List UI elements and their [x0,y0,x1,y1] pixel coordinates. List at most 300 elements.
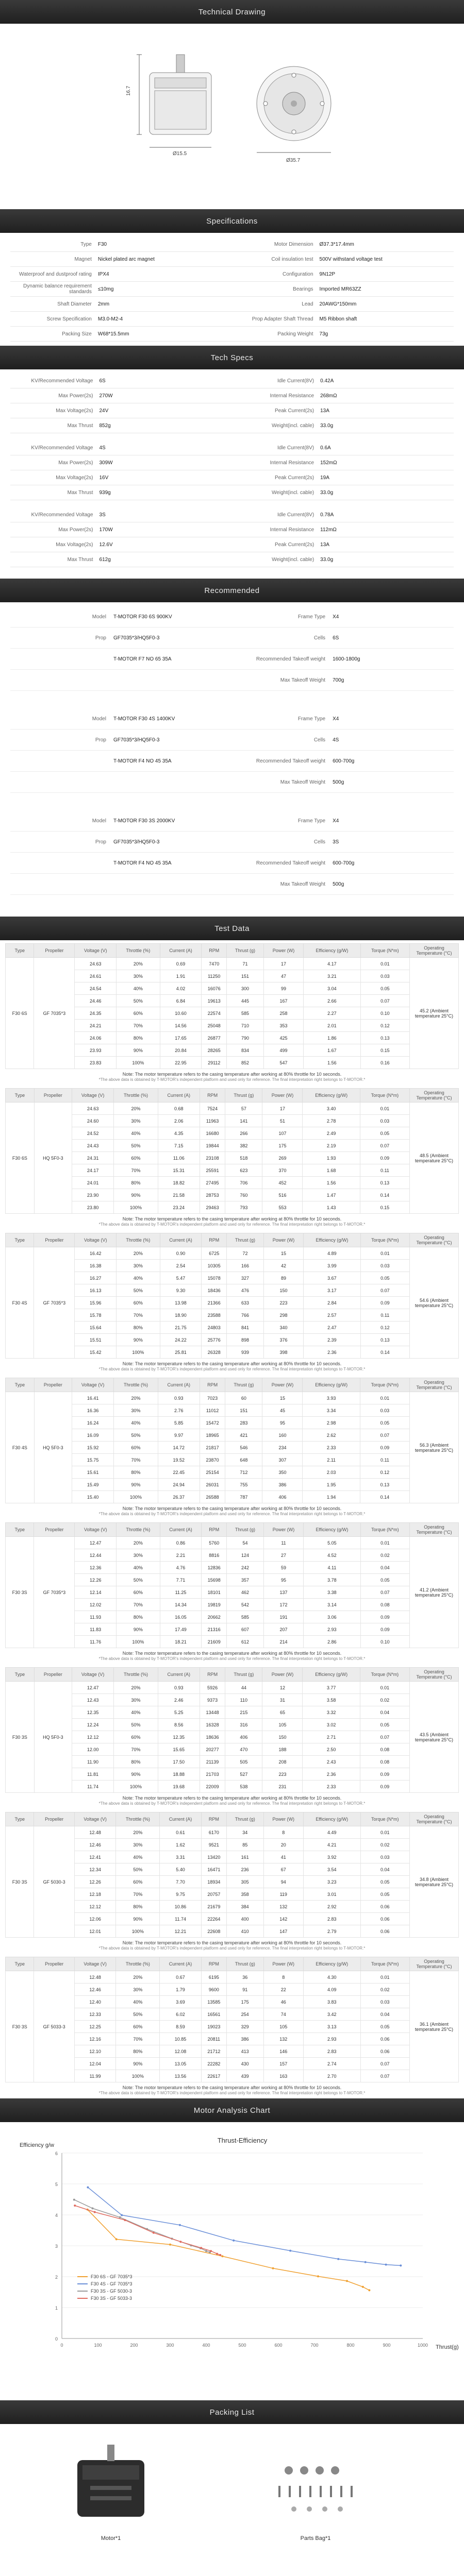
test-data-header-cell: Torque (N*m) [360,1233,409,1247]
tech-spec-label: Idle Current(8V) [233,374,317,388]
test-data-cell: 19844 [200,1140,225,1152]
tech-spec-label: Internal Resistance [233,388,317,403]
test-data-header-cell: Torque (N*m) [360,1957,409,1971]
test-data-cell: 0.04 [360,2008,409,2021]
recommended-value: 500g [333,881,344,887]
tech-spec-value: 12.6V [96,537,233,552]
test-data-cell: 99 [263,982,303,995]
test-data-cell: 22 [263,1984,303,1996]
test-data-header-cell: Type [6,1378,35,1392]
test-data-cell: 2.06 [158,1115,200,1127]
test-data-cell: 1.94 [303,1491,360,1503]
test-data-cell: 1.91 [160,970,202,982]
test-temperature: 48.5 (Ambient temperature 25°C) [410,1103,459,1214]
test-data-cell: 25.81 [160,1346,202,1359]
test-data-cell: 0.08 [360,1743,409,1756]
test-data-cell: 710 [227,1020,264,1032]
test-data-cell: 15.92 [72,1442,113,1454]
test-data-cell: 90% [117,1334,160,1346]
test-data-cell: 7524 [200,1103,225,1115]
tech-spec-label: Internal Resistance [233,455,317,470]
spec-value: Nickel plated arc magnet [95,252,232,267]
tech-spec-label: Max Thrust [10,552,96,567]
test-data-row [6,1756,459,1768]
test-data-cell: 0.07 [360,2070,409,2082]
test-data-table [5,1957,459,2082]
test-data-cell: 633 [227,1297,264,1309]
chart-point [233,2240,235,2242]
test-data-cell: 23.80 [72,1201,113,1214]
tech-specs-section [0,369,464,579]
test-data-cell: 0.13 [360,1032,409,1044]
test-data-cell: 26328 [202,1346,227,1359]
tech-spec-label: Max Thrust [10,418,96,433]
test-data-header-cell: Torque (N*m) [360,1089,409,1103]
test-data-cell: 13.56 [160,2070,202,2082]
test-data-cell: 20% [116,1826,160,1839]
test-data-cell: 223 [263,1297,303,1309]
tech-spec-row [10,470,454,485]
test-data-cell: 80% [114,1177,158,1189]
test-data-cell: 124 [227,1549,264,1562]
test-data-cell: 8816 [202,1549,227,1562]
tech-spec-value: 24V [96,403,233,418]
test-data-row [6,1189,459,1201]
test-data-cell: 80% [114,1466,158,1479]
test-data-cell: 538 [225,1781,262,1793]
test-data-cell: 13.98 [160,1297,202,1309]
tech-spec-value: 268mΩ [317,388,454,403]
recommended-label: Max Takeoff Weight [280,881,326,887]
test-data-cell: 11.06 [158,1152,200,1164]
test-data-cell: 2.62 [303,1429,360,1442]
test-data-cell: 234 [262,1442,303,1454]
test-data-cell: 1.62 [160,1839,202,1851]
test-data-cell: 15 [263,1247,303,1260]
test-data-cell: 1.47 [303,1189,360,1201]
test-data-cell: 25776 [202,1334,227,1346]
test-data-cell: 760 [225,1189,262,1201]
test-data-header-cell: Thrust (g) [225,1089,262,1103]
test-data-cell: 34 [226,1826,263,1839]
test-data-cell: 2.39 [304,1334,360,1346]
test-data-header-cell: Propeller [34,1668,72,1682]
test-data-cell: 12.47 [75,1537,117,1549]
test-data-cell: 72 [227,1247,264,1260]
test-data-header [6,1378,459,1392]
test-data-cell: 0.03 [360,1260,409,1272]
test-data-cell: 23.83 [75,1057,117,1069]
test-data-cell: 7470 [202,958,227,970]
chart-xtick: 800 [346,2343,355,2348]
test-data-cell: 16561 [201,2008,226,2021]
test-data-cell: 85 [226,1839,263,1851]
test-data-cell: 44 [225,1682,262,1694]
test-data-cell: 24.17 [72,1164,113,1177]
test-data-cell: 70% [116,1888,160,1901]
recommended-row [10,670,454,691]
test-data-cell: 30% [117,1260,160,1272]
chart-point [153,2232,155,2234]
test-data-cell: 0.05 [360,1272,409,1284]
tech-spec-row [10,522,454,537]
recommended-label: Model [92,716,106,722]
tech-spec-label: KV/Recommended Voltage [10,507,96,522]
test-data-cell: 150 [262,1731,303,1743]
spec-value: IPX4 [95,267,232,282]
test-data-cell: 22617 [201,2070,226,2082]
test-data-cell: 329 [226,2021,263,2033]
test-data-row [6,1392,459,1404]
chart-ytick: 5 [55,2182,58,2187]
test-data-header-cell: Operating Temperature (°C) [410,1233,459,1247]
test-propeller: GF 7035*3 [34,1537,75,1648]
test-data-cell: 15.78 [75,1309,117,1321]
spec-row [10,327,454,342]
test-data-row [6,1115,459,1127]
tech-spec-label: Max Thrust [10,485,96,500]
test-data-cell: 11.74 [72,1781,113,1793]
test-data-cell: 0.14 [360,1491,409,1503]
test-data-cell: 12.35 [158,1731,200,1743]
test-data-table [5,1812,459,1938]
test-data-cell: 208 [262,1756,303,1768]
recommended-label: Max Takeoff Weight [280,677,326,683]
test-data-cell: 157 [263,2058,303,2070]
test-data-cell: 172 [263,1599,303,1611]
test-data-header-cell: Current (A) [158,1668,200,1682]
test-data-cell: 0.06 [360,1925,409,1938]
chart-ylabel: Efficiency g/w [19,2142,54,2148]
test-data-cell: 15.40 [72,1491,113,1503]
test-data-row [6,1417,459,1429]
test-data-cell: 12.48 [74,1971,116,1984]
test-data-cell: 476 [227,1284,264,1297]
tech-spec-value: 19A [317,470,454,485]
recommended-label: Max Takeoff Weight [280,779,326,785]
test-data-cell: 382 [225,1140,262,1152]
test-data-cell: 2.74 [303,2058,360,2070]
tech-spec-row [10,418,454,433]
test-data-cell: 7.15 [158,1140,200,1152]
test-data-header-cell: Power (W) [263,1233,303,1247]
test-data-cell: 24.06 [75,1032,117,1044]
test-data-cell: 3.13 [303,2021,360,2033]
test-data-cell: 10.85 [160,2033,202,2045]
chart-ytick: 1 [55,2306,58,2311]
test-data-header-cell: Efficiency (g/W) [303,1668,360,1682]
test-data-cell: 12.40 [74,1996,116,2008]
test-data-cell: 1.86 [304,1032,360,1044]
test-data-cell: 19.52 [158,1454,200,1466]
test-data-cell: 24.54 [75,982,117,995]
test-disclaimer: *The above data is obtained by T-MOTOR's independent platform and used only for reference. The final interpretation right belongs to T-MOTOR.* [98,1077,366,1082]
spec-row [10,282,454,297]
test-data-cell: 0.02 [360,1839,409,1851]
chart-point [216,2253,218,2255]
test-data-header-cell: Voltage (V) [75,944,117,958]
test-data-header-cell: Current (A) [160,1523,202,1537]
test-data-cell: 21609 [202,1636,227,1648]
test-disclaimer: *The above data is obtained by T-MOTOR's independent platform and used only for reference. The final interpretation right belongs to T-MOTOR.* [98,1946,366,1951]
test-data-cell: 0.14 [360,1346,409,1359]
test-data-cell: 607 [227,1623,264,1636]
recommended-value: 600-700g [333,758,355,764]
spec-label: Dynamic balance requirement standards [10,282,95,297]
test-data-cell: 0.11 [360,1309,409,1321]
chart-ytick: 2 [55,2275,58,2280]
motor-top-view [257,66,331,163]
chart-point [94,2211,96,2213]
test-data-cell: 11.74 [160,1913,202,1925]
test-disclaimer: *The above data is obtained by T-MOTOR's independent platform and used only for reference. The final interpretation right belongs to T-MOTOR.* [98,1367,366,1371]
recommended-row [10,832,454,853]
test-data-cell: 4.17 [304,958,360,970]
recommended-row [10,772,454,793]
recommended-value: X4 [333,614,339,620]
test-data-cell: 0.01 [360,958,409,970]
test-data-cell: 20% [117,958,160,970]
test-data-cell: 7.70 [160,1876,202,1888]
tech-spec-row [10,388,454,403]
test-data-cell: 258 [263,1007,303,1020]
test-data-cell: 40% [117,982,160,995]
test-data-cell: 18636 [200,1731,225,1743]
test-data-cell: 3.40 [303,1103,360,1115]
test-data-cell: 24.22 [160,1334,202,1346]
recommended-label: Model [92,614,106,620]
test-data-cell: 16.05 [160,1611,202,1623]
test-data-header [6,1668,459,1682]
test-data-row [6,1247,459,1260]
test-data-cell: 0.67 [160,1971,202,1984]
test-data-header-cell: Thrust (g) [227,1523,264,1537]
test-data-cell: 22282 [201,2058,226,2070]
chart-point [210,2250,212,2252]
test-data-cell: 542 [227,1599,264,1611]
test-data-cell: 16680 [200,1127,225,1140]
test-data-cell: 100% [117,1057,160,1069]
chart-ytick: 6 [55,2151,58,2156]
spec-row [10,297,454,312]
recommended-block [10,810,454,895]
spec-value: M3.0-M2-4 [95,312,232,327]
test-data-cell: 12.21 [160,1925,202,1938]
test-data-cell: 7023 [200,1392,225,1404]
test-data-cell: 0.06 [360,2033,409,2045]
test-data-cell: 406 [262,1491,303,1503]
test-data-header-cell: Operating Temperature (°C) [410,1812,459,1826]
test-data-row [6,1164,459,1177]
test-data-cell: 18.21 [160,1636,202,1648]
test-data-cell: 0.01 [360,1392,409,1404]
test-data-cell: 0.11 [360,1454,409,1466]
test-data-cell: 766 [227,1309,264,1321]
tech-spec-table [10,507,454,567]
tech-spec-value: 13A [317,537,454,552]
recommended-value: 4S [333,737,339,743]
test-data-row [6,1491,459,1503]
test-data-cell: 0.93 [158,1682,200,1694]
tech-spec-row [10,374,454,388]
parts-bag-image [278,2466,353,2512]
test-note: Note: The motor temperature refers to the casing temperature after working at 80% throttle for 10 seconds. [122,1361,342,1366]
test-data-cell: 26031 [200,1479,225,1491]
test-data-header-cell: Propeller [34,1233,75,1247]
test-data-cell: 207 [263,1623,303,1636]
test-data-cell: 30% [117,970,160,982]
test-data-cell: 470 [225,1743,262,1756]
test-data-cell: 8 [263,1971,303,1984]
test-data-cell: 24.43 [72,1140,113,1152]
test-data-cell: 70% [114,1454,158,1466]
test-data-header-cell: RPM [202,1523,227,1537]
test-data-row [6,1201,459,1214]
test-data-cell: 0.05 [360,1719,409,1731]
test-data-cell: 0.07 [360,1731,409,1743]
test-data-cell: 462 [227,1586,264,1599]
test-data-cell: 2.11 [303,1454,360,1466]
test-data-header-cell: Current (A) [158,1378,200,1392]
test-data-header-cell: Power (W) [263,1957,303,1971]
test-data-cell: 60% [117,1297,160,1309]
test-data-cell: 406 [225,1731,262,1743]
test-data-cell: 15 [262,1392,303,1404]
test-data-cell: 100% [116,1925,160,1938]
test-data-cell: 2.92 [303,1901,360,1913]
test-data-cell: 2.21 [160,1549,202,1562]
test-data-header-cell: Current (A) [160,1957,202,1971]
test-data-row [6,1152,459,1164]
recommended-value: T-MOTOR F4 NO 45 35A [113,758,172,764]
test-data-cell: 0.03 [360,1404,409,1417]
test-data-section [0,943,464,2098]
test-data-cell: 3.54 [303,1863,360,1876]
motor-side-view [126,55,211,157]
test-data-cell: 2.01 [304,1020,360,1032]
test-data-cell: 18.88 [158,1768,200,1781]
tech-spec-label: Idle Current(8V) [233,440,317,455]
chart-xtick: 600 [274,2343,283,2348]
test-data-cell: 0.03 [360,1996,409,2008]
test-data-cell: 3.38 [304,1586,360,1599]
test-data-cell: 21817 [200,1442,225,1454]
test-data-cell: 2.79 [303,1925,360,1938]
test-data-cell: 10.60 [160,1007,202,1020]
chart-xtick: 500 [238,2343,246,2348]
test-data-cell: 15.65 [158,1743,200,1756]
test-data-cell: 95 [262,1417,303,1429]
test-data-row [6,1826,459,1839]
test-data-cell: 105 [263,2021,303,2033]
test-propeller: GF 7035*3 [34,1247,75,1359]
test-data-cell: 430 [226,2058,263,2070]
test-data-cell: 0.06 [360,1913,409,1925]
test-data-cell: 51 [262,1115,303,1127]
test-data-row [6,1479,459,1491]
test-data-header-cell: Torque (N*m) [360,1523,409,1537]
test-data-cell: 60% [116,1876,160,1888]
test-data-cell: 46 [263,1996,303,2008]
test-data-cell: 3.42 [303,2008,360,2021]
test-data-cell: 24803 [202,1321,227,1334]
test-data-cell: 3.21 [304,970,360,982]
chart-point [119,2216,121,2218]
tech-spec-label: KV/Recommended Voltage [10,440,96,455]
test-data-cell: 16076 [202,982,227,995]
test-data-row [6,1103,459,1115]
tech-spec-row [10,507,454,522]
test-data-header-cell: Voltage (V) [72,1089,113,1103]
test-data-header-cell: Operating Temperature (°C) [410,1668,459,1682]
test-data-cell: 15.31 [158,1164,200,1177]
test-data-cell: 5.47 [160,1272,202,1284]
test-data-cell: 14.72 [158,1442,200,1454]
test-data-cell: 146 [263,2045,303,2058]
test-data-cell: 15472 [200,1417,225,1429]
test-data-cell: 6725 [202,1247,227,1260]
test-data-header-cell: Operating Temperature (°C) [410,1089,459,1103]
test-data-cell: 14.56 [160,1020,202,1032]
test-data-cell: 20757 [201,1888,226,1901]
chart-point [121,2214,123,2216]
test-data-header-cell: RPM [201,1957,226,1971]
recommended-value: GF7035*3/HQ5F0-3 [113,839,160,845]
test-data-row [6,1140,459,1152]
test-temperature: 34.8 (Ambient temperature 25°C) [410,1826,459,1938]
test-data-cell: 29463 [200,1201,225,1214]
test-data-cell: 793 [225,1201,262,1214]
test-data-cell: 2.36 [304,1346,360,1359]
test-data-header-cell: Voltage (V) [72,1668,113,1682]
test-data-cell: 90% [116,2058,160,2070]
test-data-row [6,1454,459,1466]
test-data-cell: 3.92 [303,1851,360,1863]
test-data-cell: 16.09 [72,1429,113,1442]
test-data-cell: 12 [262,1682,303,1694]
test-data-cell: 11.83 [75,1623,117,1636]
chart-ytick: 3 [55,2244,58,2249]
test-data-cell: 898 [227,1334,264,1346]
spec-value: 9N12P [317,267,454,282]
chart-xlabel: Thrust(g) [436,2344,459,2350]
spec-value: W68*15.5mm [95,327,232,342]
test-temperature: 54.6 (Ambient temperature 25°C) [410,1247,459,1359]
test-data-cell: 5.85 [158,1417,200,1429]
test-data-cell: 24.63 [72,1103,113,1115]
test-data-header-cell: Current (A) [160,1233,202,1247]
test-data-cell: 1.79 [160,1984,202,1996]
test-data-table [5,1522,459,1648]
recommended-value: T-MOTOR F30 6S 900KV [113,614,172,620]
test-data-header-cell: Current (A) [160,1812,202,1826]
spec-value: 500V withstand voltage test [317,252,454,267]
test-data-header-cell: RPM [200,1378,225,1392]
test-data-cell: 0.09 [360,1442,409,1454]
test-data-cell: 70% [114,1164,158,1177]
test-data-cell: 2.86 [304,1636,360,1648]
test-data-cell: 0.05 [360,1888,409,1901]
tech-spec-value: 0.78A [317,507,454,522]
test-data-cell: 384 [226,1901,263,1913]
test-data-row [6,1466,459,1479]
test-data-cell: 3.69 [160,1996,202,2008]
test-data-cell: 22009 [200,1781,225,1793]
test-data-cell: 787 [225,1491,262,1503]
dim-d1: Ø15.5 [173,151,187,157]
test-data-cell: 3.77 [303,1682,360,1694]
chart-point [337,2258,339,2260]
